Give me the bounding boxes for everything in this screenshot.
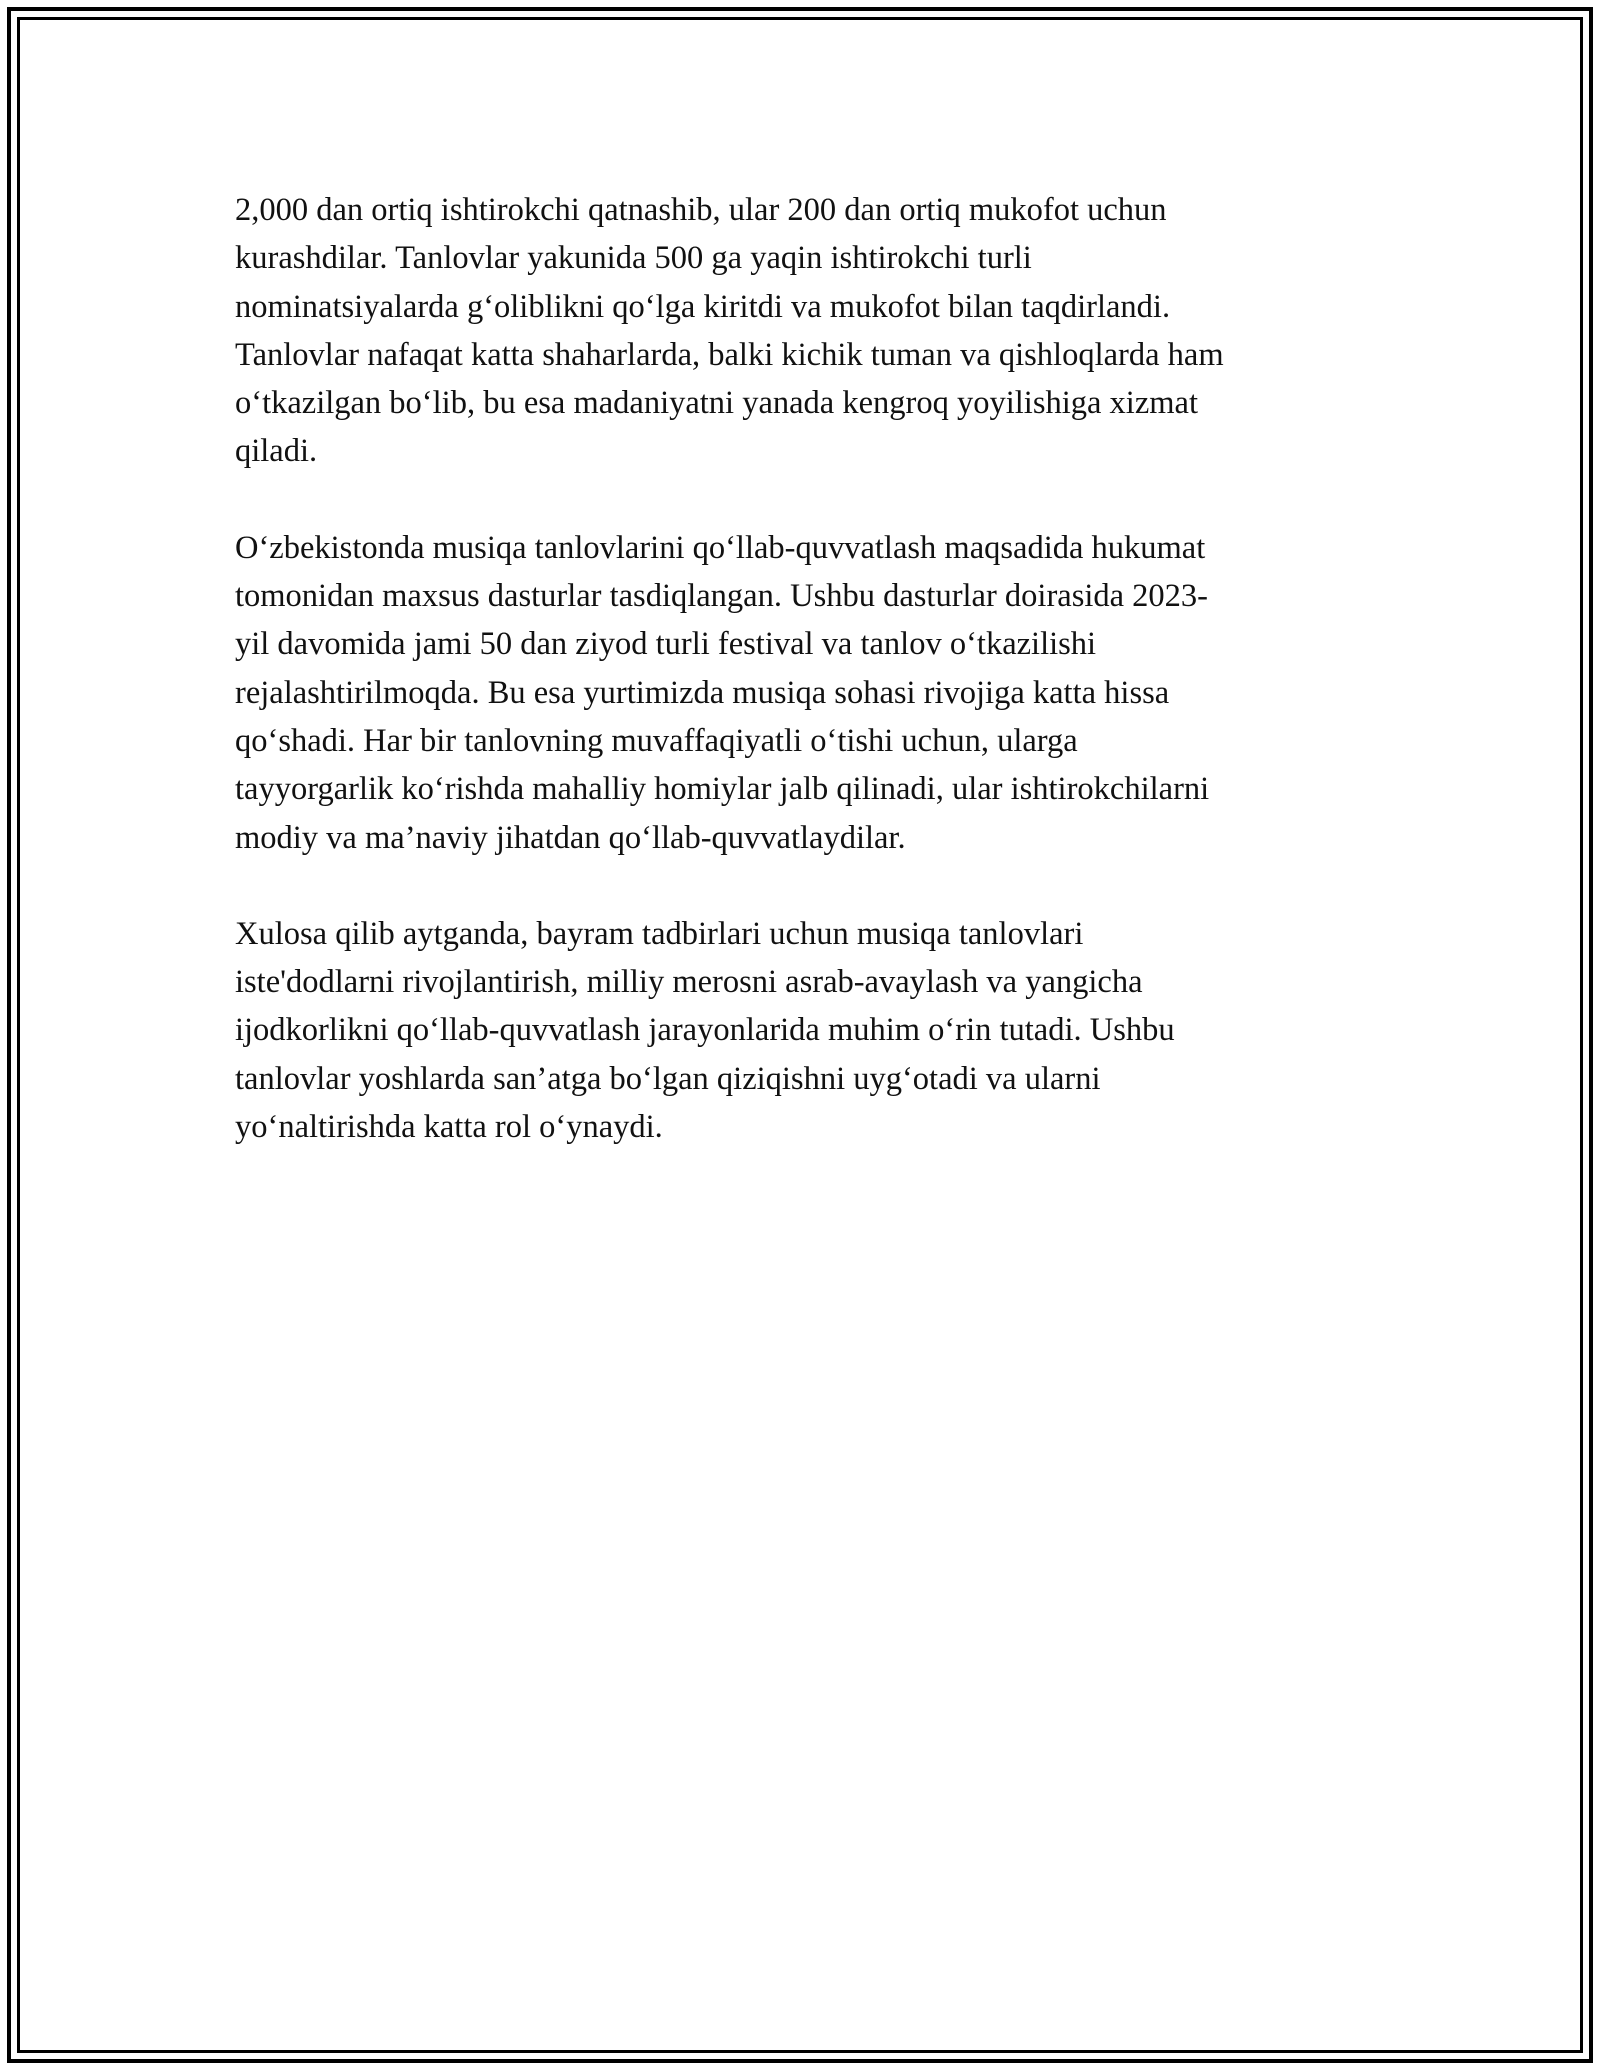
text-line: tanlovlar yoshlarda san’atga bo‘lgan qiziqishni uyg‘otadi va ularni bbox=[235, 1060, 1101, 1097]
text-line: rejalashtirilmoqda. Bu esa yurtimizda musiqa sohasi rivojiga katta hissa bbox=[235, 674, 1170, 711]
text-line: O‘zbekistonda musiqa tanlovlarini qo‘llab-quvvatlash maqsadida hukumat bbox=[235, 529, 1206, 566]
text-line: kurashdilar. Tanlovlar yakunida 500 ga yaqin ishtirokchi turli bbox=[235, 240, 1032, 277]
text-line: Xulosa qilib aytganda, bayram tadbirlari uchun musiqa tanlovlari bbox=[235, 915, 1084, 952]
text-line: qiladi. bbox=[235, 433, 318, 470]
text-line: tomonidan maxsus dasturlar tasdiqlangan. Ushbu dasturlar doirasida 2023- bbox=[235, 578, 1209, 615]
document-body bbox=[235, 186, 1365, 1199]
text-line: 2,000 dan ortiq ishtirokchi qatnashib, ular 200 dan ortiq mukofot uchun bbox=[235, 192, 1167, 228]
text-line: ijodkorlikni qo‘llab-quvvatlash jarayonlarida muhim o‘rin tutadi. Ushbu bbox=[235, 1012, 1175, 1049]
text-line: tayyorgarlik ko‘rishda mahalliy homiylar jalb qilinadi, ular ishtirokchilarni bbox=[235, 771, 1210, 808]
text-line: qo‘shadi. Har bir tanlovning muvaffaqiyatli o‘tishi uchun, ularga bbox=[235, 722, 1078, 759]
paragraph-2 bbox=[235, 524, 1365, 862]
text-line: iste'dodlarni rivojlantirish, milliy merosni asrab-avaylash va yangicha bbox=[235, 964, 1143, 1001]
text-line: nominatsiyalarda g‘oliblikni qo‘lga kiritdi va mukofot bilan taqdirlandi. bbox=[235, 288, 1171, 325]
text-line: yo‘naltirishda katta rol o‘ynaydi. bbox=[235, 1109, 663, 1146]
text-line: modiy va ma’naviy jihatdan qo‘llab-quvvatlaydilar. bbox=[235, 819, 906, 856]
paragraph-3 bbox=[235, 910, 1365, 1151]
text-line: o‘tkazilgan bo‘lib, bu esa madaniyatni yanada kengroq yoyilishiga xizmat bbox=[235, 385, 1198, 422]
paragraph-1 bbox=[235, 186, 1365, 476]
text-line: Tanlovlar nafaqat katta shaharlarda, balki kichik tuman va qishloqlarda ham bbox=[235, 336, 1224, 373]
text-line: yil davomida jami 50 dan ziyod turli festival va tanlov o‘tkazilishi bbox=[235, 626, 1097, 663]
